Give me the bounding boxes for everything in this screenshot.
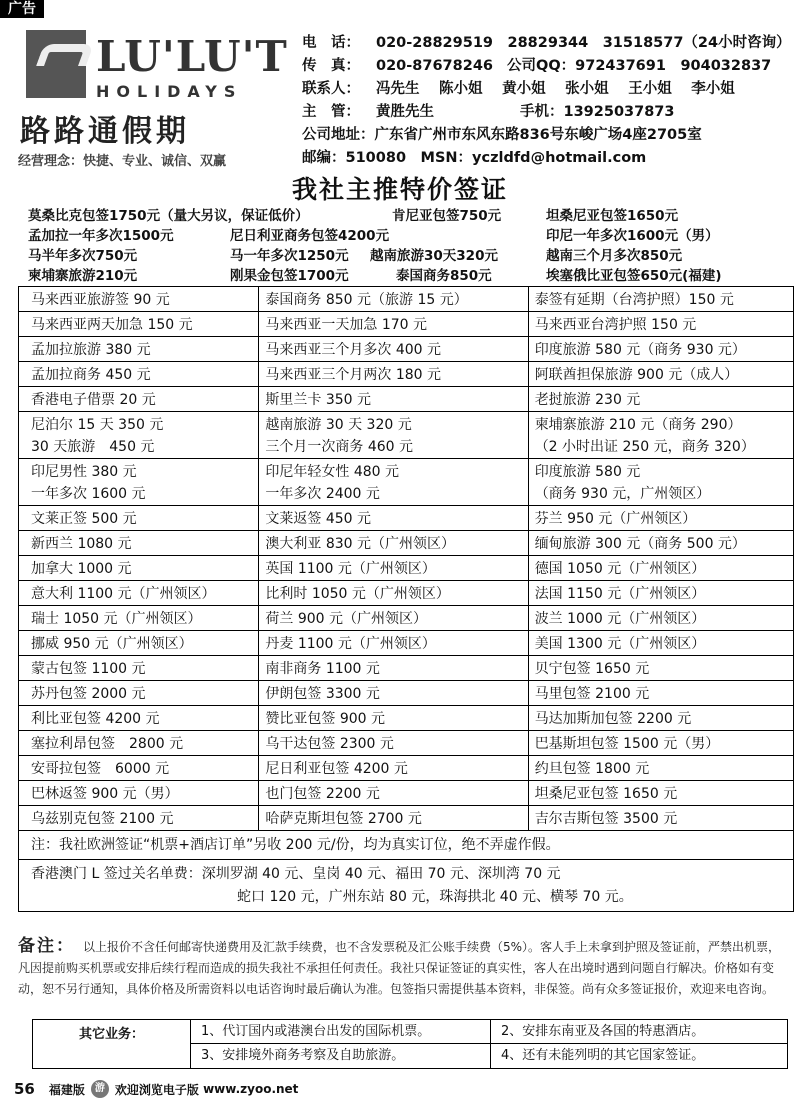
cell-line: 瑞士 1050 元（广州领区）: [31, 611, 202, 627]
company-address: 广东省广州市东风东路836号东峻广场4座2705室: [374, 127, 702, 143]
logo-brand: LU'LU'T: [96, 32, 288, 81]
table-row: [19, 731, 793, 756]
cell-line: 马来西亚台湾护照 150 元: [534, 317, 697, 333]
table-row: [19, 581, 793, 606]
promo-row: [28, 264, 788, 284]
table-cell: [529, 531, 793, 555]
contact-people: 冯先生 陈小姐 黄小姐 张小姐 王小姐 李小姐: [376, 81, 735, 97]
mobile-number: 手机：13925037873: [520, 104, 675, 120]
table-cell: [259, 362, 528, 386]
table-cell: [259, 731, 528, 755]
cell-line: 三个月一次商务 460 元: [265, 439, 414, 455]
promo-item: 肯尼亚包签750元: [392, 208, 502, 224]
cell-line: 马来西亚三个月两次 180 元: [265, 367, 442, 383]
company-logo: [18, 26, 290, 171]
table-cell: [259, 531, 528, 555]
table-cell: [529, 631, 793, 655]
table-cell: [19, 681, 259, 705]
table-cell: [259, 459, 528, 505]
cell-line: 斯里兰卡 350 元: [265, 392, 372, 408]
promo-item: 马一年多次1250元: [230, 248, 349, 264]
table-row: [19, 631, 793, 656]
cell-line: 澳大利亚 830 元（广州领区）: [265, 536, 456, 552]
cell-line: 丹麦 1100 元（广州领区）: [265, 636, 436, 652]
cell-line: 尼日利亚包签 4200 元: [265, 761, 408, 777]
table-cell: [19, 531, 259, 555]
table-cell: [19, 556, 259, 580]
table-cell: [529, 681, 793, 705]
cell-line: 贝宁包签 1650 元: [534, 661, 650, 677]
footer-url[interactable]: www.zyoo.net: [203, 1082, 299, 1096]
cell-line: 乌兹别克包签 2100 元: [31, 811, 174, 827]
table-cell: [259, 581, 528, 605]
cell-line: 塞拉利昂包签 2800 元: [31, 736, 184, 752]
table-cell: [19, 459, 259, 505]
cell-line: 文莱正签 500 元: [31, 511, 137, 527]
cell-line: 意大利 1100 元（广州领区）: [31, 586, 216, 602]
table-cell: [259, 556, 528, 580]
cell-line: 美国 1300 元（广州领区）: [534, 636, 706, 652]
cell-line: 安哥拉包签 6000 元: [31, 761, 170, 777]
logo-subtitle: HOLIDAYS: [96, 82, 243, 101]
magazine-badge-icon: 游: [91, 1080, 109, 1098]
table-cell: [19, 581, 259, 605]
table-cell: [529, 412, 793, 458]
cell-line: 哈萨克斯坦包签 2700 元: [265, 811, 422, 827]
cell-line: 芬兰 950 元（广州领区）: [534, 511, 697, 527]
table-cell: [19, 387, 259, 411]
table-cell: [19, 631, 259, 655]
table-row: [19, 606, 793, 631]
cell-line: 印度旅游 580 元（商务 930 元）: [534, 342, 746, 358]
cell-line: 挪威 950 元（广州领区）: [31, 636, 193, 652]
manager-label: 主 管：: [302, 104, 360, 120]
table-row: [19, 781, 793, 806]
table-cell: [259, 631, 528, 655]
table-cell: [19, 287, 259, 311]
cell-line: 蒙古包签 1100 元: [31, 661, 146, 677]
contact-info: [302, 32, 794, 170]
promo-row: [28, 224, 788, 244]
remark: [18, 936, 788, 1000]
cell-line: 也门包签 2200 元: [265, 786, 380, 802]
business-item: 1、代订国内或港澳台出发的国际机票。: [191, 1020, 491, 1043]
table-cell: [529, 556, 793, 580]
hk-macau-fees-line2: 蛇口 120 元，广州东站 80 元，珠海拱北 40 元、横琴 70 元。: [237, 889, 633, 905]
page-footer: [14, 1080, 298, 1098]
table-cell: [529, 387, 793, 411]
postcode-msn: 510080 MSN：yczldfd@hotmail.com: [345, 150, 647, 166]
table-row: [19, 806, 793, 831]
cell-line: 波兰 1000 元（广州领区）: [534, 611, 706, 627]
hk-macau-row: [19, 860, 793, 912]
promo-item: 莫桑比克包签1750元（量大另议，保证低价）: [28, 208, 309, 224]
cell-line: 香港电子借票 20 元: [31, 392, 156, 408]
remark-text: 以上报价不含任何邮寄快递费用及汇款手续费，也不含发票税及汇公账手续费（5%）。客人手上未拿到护照及签证前，严禁出机票，凡因提前购买机票或安排后续行程而造成的损失我社不承担任何责任。我社只保证签证的真实性，客人在出境时遇到问题自行解决。价格如有变动，恕不另行通知，具体价格及所需资料以电话咨询时最后确认为准。包签指只需提供基本资料，非保签。尚有众多签证报价，欢迎来电咨询。: [18, 940, 781, 996]
logo-chinese-name: 路路通假期: [20, 114, 190, 149]
table-row: [19, 531, 793, 556]
page-number: 56: [14, 1080, 35, 1098]
table-cell: [259, 606, 528, 630]
cell-line: 约旦包签 1800 元: [534, 761, 650, 777]
table-row: [19, 362, 793, 387]
table-cell: [529, 706, 793, 730]
cell-line: 马来西亚三个月多次 400 元: [265, 342, 442, 358]
table-row: [19, 287, 793, 312]
cell-line: 印度旅游 580 元: [534, 464, 641, 480]
table-row: [19, 756, 793, 781]
table-row: [19, 556, 793, 581]
cell-line: （2 小时出证 250 元，商务 320）: [534, 439, 755, 455]
cell-line: 苏丹包签 2000 元: [31, 686, 146, 702]
table-cell: [259, 312, 528, 336]
cell-line: 马来西亚一天加急 170 元: [265, 317, 428, 333]
manager-name: 黄胜先生: [376, 104, 434, 120]
cell-line: 马达加斯加包签 2200 元: [534, 711, 692, 727]
cell-line: 泰国商务 850 元（旅游 15 元）: [265, 292, 468, 308]
cell-line: 乌干达包签 2300 元: [265, 736, 394, 752]
visa-price-table: [18, 286, 794, 912]
table-row: [19, 706, 793, 731]
business-item: 4、还有未能列明的其它国家签证。: [501, 1048, 705, 1063]
table-cell: [19, 781, 259, 805]
cell-line: 孟加拉商务 450 元: [31, 367, 151, 383]
table-cell: [19, 412, 259, 458]
table-cell: [19, 706, 259, 730]
table-cell: [529, 656, 793, 680]
promo-row: [28, 204, 788, 224]
cell-line: 坦桑尼亚包签 1650 元: [534, 786, 678, 802]
hk-macau-fees: [19, 860, 793, 911]
table-cell: [19, 806, 259, 830]
other-business-label: 其它业务：: [33, 1020, 191, 1068]
cell-line: 印尼年轻女性 480 元: [265, 464, 400, 480]
table-row: [19, 387, 793, 412]
table-cell: [259, 337, 528, 361]
table-cell: [259, 781, 528, 805]
promo-item: 越南三个月多次850元: [546, 248, 683, 264]
table-cell: [529, 459, 793, 505]
table-cell: [529, 506, 793, 530]
table-cell: [19, 312, 259, 336]
table-cell: [529, 287, 793, 311]
footer-slogan: 欢迎浏览电子版: [114, 1082, 199, 1097]
table-cell: [529, 581, 793, 605]
cell-line: 马里包签 2100 元: [534, 686, 650, 702]
table-row: [19, 656, 793, 681]
cell-line: 比利时 1050 元（广州领区）: [265, 586, 450, 602]
table-cell: [259, 287, 528, 311]
cell-line: 巴基斯坦包签 1500 元（男）: [534, 736, 720, 752]
phone-numbers: 020-28829519 28829344 31518577（24小时咨询）: [376, 35, 791, 51]
cell-line: 法国 1150 元（广州领区）: [534, 586, 706, 602]
business-item: 3、安排境外商务考察及自助旅游。: [191, 1044, 491, 1068]
cell-line: 南非商务 1100 元: [265, 661, 380, 677]
table-row: [19, 337, 793, 362]
promo-item: 孟加拉一年多次1500元: [28, 228, 174, 244]
table-cell: [19, 337, 259, 361]
table-cell: [19, 362, 259, 386]
table-cell: [259, 412, 528, 458]
qq-numbers: 公司QQ：972437691 904032837: [507, 58, 772, 74]
cell-line: 马来西亚旅游签 90 元: [31, 292, 170, 308]
table-cell: [259, 506, 528, 530]
table-cell: [259, 806, 528, 830]
cell-line: 利比亚包签 4200 元: [31, 711, 160, 727]
promo-list: [28, 204, 788, 284]
table-cell: [529, 731, 793, 755]
table-cell: [529, 606, 793, 630]
cell-line: 泰签有延期（台湾护照）150 元: [534, 292, 734, 308]
phone-label: 电 话：: [302, 35, 360, 51]
promo-item: 埃塞俄比亚包签650元(福建): [546, 268, 722, 284]
promo-item: 印尼一年多次1600元（男）: [546, 228, 719, 244]
cell-line: 老挝旅游 230 元: [534, 392, 641, 408]
table-cell: [529, 756, 793, 780]
promo-item: 刚果金包签1700元: [230, 268, 349, 284]
cell-line: 尼泊尔 15 天 350 元: [31, 417, 164, 433]
europe-visa-note: 注：我社欧洲签证“机票+酒店订单”另收 200 元/份，均为真实订位，绝不弄虚作假。: [31, 837, 560, 853]
address-label: 公司地址：: [302, 127, 375, 143]
promo-item: 尼日利亚商务包签4200元: [230, 228, 390, 244]
cell-line: 阿联酋担保旅游 900 元（成人）: [534, 367, 739, 383]
cell-line: 新西兰 1080 元: [31, 536, 132, 552]
cell-line: 伊朗包签 3300 元: [265, 686, 380, 702]
ad-tag: 广告: [0, 0, 44, 18]
edition-label: 福建版: [48, 1082, 85, 1097]
table-cell: [19, 506, 259, 530]
promo-row: [28, 244, 788, 264]
table-cell: [529, 312, 793, 336]
table-cell: [19, 756, 259, 780]
table-row: [19, 681, 793, 706]
table-cell: [259, 756, 528, 780]
business-motto: 经营理念：快捷、专业、诚信、双赢: [18, 154, 227, 169]
cell-line: 一年多次 2400 元: [265, 486, 380, 502]
cell-line: 柬埔寨旅游 210 元（商务 290）: [534, 417, 742, 433]
cell-line: 吉尔吉斯包签 3500 元: [534, 811, 678, 827]
fax-label: 传 真：: [302, 58, 360, 74]
hk-macau-fees-line1: 香港澳门 L 签过关名单费：深圳罗湖 40 元、皇岗 40 元、福田 70 元、深圳湾 70 元: [31, 866, 561, 882]
table-cell: [529, 781, 793, 805]
fax-number: 020-87678246: [376, 58, 493, 74]
cell-line: 赞比亚包签 900 元: [265, 711, 386, 727]
cell-line: 巴林返签 900 元（男）: [31, 786, 179, 802]
table-cell: [529, 806, 793, 830]
table-cell: [259, 681, 528, 705]
promo-item: 马半年多次750元: [28, 248, 138, 264]
table-cell: [529, 337, 793, 361]
promo-item: 泰国商务850元: [396, 268, 492, 284]
promo-item: 越南旅游30天320元: [370, 248, 498, 264]
cell-line: 缅甸旅游 300 元（商务 500 元）: [534, 536, 746, 552]
cell-line: 越南旅游 30 天 320 元: [265, 417, 412, 433]
table-cell: [19, 731, 259, 755]
cell-line: 一年多次 1600 元: [31, 486, 146, 502]
table-row: [19, 459, 793, 506]
table-row: [19, 506, 793, 531]
table-cell: [529, 362, 793, 386]
table-row: [19, 312, 793, 337]
table-row: [19, 412, 793, 459]
cell-line: 孟加拉旅游 380 元: [31, 342, 151, 358]
cell-line: 德国 1050 元（广州领区）: [534, 561, 706, 577]
cell-line: 文莱返签 450 元: [265, 511, 372, 527]
cell-line: 英国 1100 元（广州领区）: [265, 561, 436, 577]
cell-line: 马来西亚两天加急 150 元: [31, 317, 193, 333]
cell-line: 荷兰 900 元（广州领区）: [265, 611, 428, 627]
cell-line: （商务 930 元，广州领区）: [534, 486, 711, 502]
main-title: 我社主推特价签证: [291, 175, 508, 204]
cell-line: 30 天旅游 450 元: [31, 439, 155, 455]
table-cell: [19, 656, 259, 680]
table-cell: [19, 606, 259, 630]
other-business-box: [32, 1019, 788, 1069]
cell-line: 加拿大 1000 元: [31, 561, 132, 577]
contacts-label: 联系人：: [302, 81, 360, 97]
note-row: [19, 831, 793, 860]
logo-mark-icon: [26, 30, 86, 98]
table-cell: [259, 387, 528, 411]
postcode-label: 邮编：: [302, 150, 346, 166]
cell-line: 印尼男性 380 元: [31, 464, 137, 480]
business-item: 2、安排东南亚及各国的特惠酒店。: [501, 1024, 705, 1039]
table-cell: [259, 656, 528, 680]
promo-item: 柬埔寨旅游210元: [28, 268, 138, 284]
remark-title: 备注：: [18, 936, 75, 956]
table-cell: [259, 706, 528, 730]
promo-item: 坦桑尼亚包签1650元: [546, 208, 679, 224]
